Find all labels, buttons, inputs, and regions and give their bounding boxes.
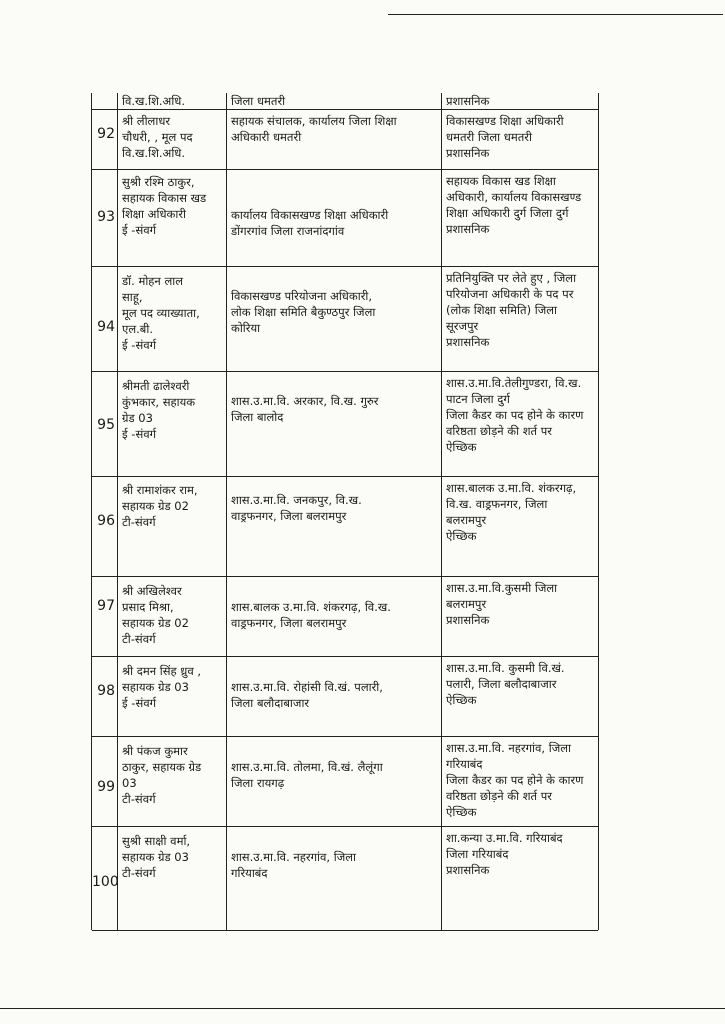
new-posting-cell — [446, 740, 596, 820]
cell-line: शास.उ.मा.वि. रोहांसी वि.खं. पलारी, — [231, 680, 383, 694]
cell-line: जिला कैडर का पद होने के कारण — [446, 408, 584, 422]
cell-line: एल.बी. — [122, 322, 154, 336]
cell-line: परियोजना अधिकारी के पद पर — [446, 287, 574, 301]
cell-line: डोंगरगांव जिला राजनांदगांव — [231, 224, 345, 238]
cell-line: ऐच्छिक — [446, 440, 477, 454]
cell-line: ऐच्छिक — [446, 805, 477, 819]
cell-line: सहायक संचालक, कार्यालय जिला शिक्षा — [231, 114, 397, 128]
top-rule — [388, 14, 723, 15]
cell-line: पलारी, जिला बलौदाबाजार — [446, 677, 557, 691]
cell-line: धमतरी जिला धमतरी — [446, 130, 532, 144]
cell-line: ई -संवर्ग — [122, 427, 157, 441]
cell-line: कार्यालय विकासखण्ड शिक्षा अधिकारी — [231, 208, 389, 222]
cell-line: शिक्षा अधिकारी — [122, 207, 187, 221]
current-posting-cell — [231, 207, 439, 239]
new-posting-cell — [446, 270, 596, 350]
cell-line: शास.उ.मा.वि. जनकपुर, वि.ख. — [231, 493, 362, 507]
table-row — [92, 656, 598, 736]
cell-line: शिक्षा अधिकारी दुर्ग जिला दुर्ग — [446, 206, 569, 220]
cell-line: वि.ख.शि.अधि. — [122, 146, 186, 160]
cell-line: (लोक शिक्षा समिति) जिला — [446, 303, 558, 317]
cell-line: श्रीमती ढालेश्वरी — [122, 379, 190, 393]
cell-line: विकासखण्ड शिक्षा अधिकारी — [446, 114, 564, 128]
employee-cell — [122, 663, 224, 711]
cell-line: जिला बालोद — [231, 410, 284, 424]
cell-line: प्रशासनिक — [446, 335, 490, 349]
current-posting-cell — [231, 393, 439, 425]
current-posting-cell — [231, 849, 439, 881]
table-row — [92, 826, 598, 930]
cell-line: ऐच्छिक — [446, 529, 477, 543]
current-posting-cell — [231, 288, 439, 336]
serial-number: 96 — [97, 513, 115, 529]
cell-line: टी-संवर्ग — [122, 866, 156, 880]
cell-line: शास.बालक उ.मा.वि. शंकरगढ़, — [446, 481, 577, 495]
new-posting-cell — [446, 580, 596, 628]
cell-line: कुंभकार, सहायक — [122, 395, 196, 409]
serial-number: 99 — [97, 779, 115, 795]
cell-line: जिला गरियाबंद — [446, 847, 509, 861]
cell-line: लोक शिक्षा समिति बैकुण्ठपुर जिला — [231, 305, 376, 319]
cell-line: सहायक ग्रेड 02 — [122, 616, 189, 630]
table-row — [92, 736, 598, 826]
serial-number: 94 — [97, 319, 115, 335]
cell-line: शास.उ.मा.वि.तेलीगुण्डरा, वि.ख. — [446, 376, 582, 390]
cell-line: मूल पद व्याख्याता, — [122, 306, 200, 320]
transfer-table — [91, 93, 599, 930]
cell-line: सहायक विकास खड शिक्षा — [446, 174, 556, 188]
new-posting-cell — [446, 660, 596, 708]
table-row — [92, 476, 598, 576]
cell-line: शास.उ.मा.वि. कुसमी वि.खं. — [446, 661, 565, 675]
table-row — [92, 109, 598, 169]
employee-cell — [122, 113, 224, 161]
cell-line: ई -संवर्ग — [122, 223, 157, 237]
continuation-new-posting: प्रशासनिक — [446, 94, 490, 108]
cell-line: सूरजपुर — [446, 319, 479, 333]
cell-line: श्री दमन सिंह ध्रुव , — [122, 664, 202, 678]
cell-line: श्री रामाशंकर राम, — [122, 483, 198, 497]
employee-cell — [122, 583, 224, 647]
cell-line: शास.उ.मा.वि.कुसमी जिला — [446, 581, 558, 595]
cell-line: शा.कन्या उ.मा.वि. गरियाबंद — [446, 831, 563, 845]
cell-line: सहायक ग्रेड 03 — [122, 680, 189, 694]
cell-line: सुश्री साक्षी वर्मा, — [122, 834, 191, 848]
cell-line: बलरामपुर — [446, 597, 487, 611]
cell-line: ई -संवर्ग — [122, 696, 157, 710]
current-posting-cell — [231, 113, 439, 145]
cell-line: श्री अखिलेश्वर — [122, 584, 182, 598]
cell-line: शास.बालक उ.मा.वि. शंकरगढ़, वि.ख. — [231, 600, 391, 614]
new-posting-cell — [446, 375, 596, 455]
serial-number: 93 — [97, 209, 115, 225]
cell-line: साहू, — [122, 290, 143, 304]
cell-line: वरिष्ठता छोड़ने की शर्त पर — [446, 789, 553, 803]
new-posting-cell — [446, 113, 596, 161]
table-row — [92, 576, 598, 656]
table-row — [92, 169, 598, 266]
cell-line: शास.उ.मा.वि. अरकार, वि.ख. गुरुर — [231, 394, 379, 408]
cell-line: जिला रायगढ़ — [231, 776, 285, 790]
cell-line: जिला कैडर का पद होने के कारण — [446, 773, 584, 787]
row-divider — [92, 930, 598, 931]
cell-line: कोरिया — [231, 321, 261, 335]
cell-line: ऐच्छिक — [446, 693, 477, 707]
cell-line: प्रशासनिक — [446, 222, 490, 236]
new-posting-cell — [446, 830, 596, 878]
employee-cell — [122, 482, 224, 530]
cell-line: टी-संवर्ग — [122, 632, 156, 646]
current-posting-cell — [231, 599, 439, 631]
bottom-rule — [0, 1008, 725, 1009]
cell-line: श्री पंकज कुमार — [122, 744, 188, 758]
employee-cell — [122, 378, 224, 442]
cell-line: वि.ख. वाड्रफनगर, जिला — [446, 497, 548, 511]
cell-line: गरियाबंद — [231, 866, 268, 880]
serial-number: 98 — [97, 683, 115, 699]
current-posting-cell — [231, 759, 439, 791]
new-posting-cell — [446, 480, 596, 544]
cell-line: सहायक ग्रेड 03 — [122, 850, 189, 864]
cell-line: अधिकारी, कार्यालय विकासखण्ड — [446, 190, 582, 204]
cell-line: प्रतिनियुक्ति पर लेते हुए , जिला — [446, 271, 577, 285]
new-posting-cell — [446, 173, 596, 237]
cell-line: गरियाबंद — [446, 757, 483, 771]
employee-cell — [122, 273, 224, 353]
cell-line: श्री लीलाधर — [122, 114, 171, 128]
continuation-employee: वि.ख.शि.अधि. — [122, 94, 186, 108]
cell-line: अधिकारी धमतरी — [231, 130, 302, 144]
cell-line: सहायक विकास खड — [122, 191, 207, 205]
cell-line: ग्रेड 03 — [122, 411, 153, 425]
cell-line: वाड्रफनगर, जिला बलरामपुर — [231, 509, 347, 523]
cell-line: सुश्री रश्मि ठाकुर, — [122, 175, 195, 189]
employee-cell — [122, 174, 224, 238]
cell-line: ठाकुर, सहायक ग्रेड — [122, 760, 202, 774]
cell-line: शास.उ.मा.वि. नहरगांव, जिला — [231, 850, 357, 864]
employee-cell — [122, 833, 224, 881]
cell-line: जिला बलौदाबाजार — [231, 696, 310, 710]
cell-line: प्रशासनिक — [446, 613, 490, 627]
serial-number: 100 — [92, 874, 119, 890]
cell-line: 03 — [122, 776, 137, 790]
cell-line: प्रशासनिक — [446, 863, 490, 877]
serial-number: 95 — [97, 417, 115, 433]
cell-line: ई -संवर्ग — [122, 338, 157, 352]
serial-number: 97 — [97, 598, 115, 614]
cell-line: टी-संवर्ग — [122, 515, 156, 529]
cell-line: पाटन जिला दुर्ग — [446, 392, 510, 406]
table-row — [92, 266, 598, 371]
cell-line: शास.उ.मा.वि. तोलमा, वि.खं. लैलूंगा — [231, 760, 383, 774]
current-posting-cell — [231, 679, 439, 711]
employee-cell — [122, 743, 224, 807]
cell-line: वाड्रफनगर, जिला बलरामपुर — [231, 616, 347, 630]
cell-line: डॉ. मोहन लाल — [122, 274, 184, 288]
cell-line: बलरामपुर — [446, 513, 487, 527]
cell-line: शास.उ.मा.वि. नहरगांव, जिला — [446, 741, 572, 755]
cell-line: टी-संवर्ग — [122, 792, 156, 806]
cell-line: प्रशासनिक — [446, 146, 490, 160]
serial-number: 92 — [97, 126, 115, 142]
cell-line: सहायक ग्रेड 02 — [122, 499, 189, 513]
continuation-current-posting: जिला धमतरी — [231, 94, 286, 108]
table-row — [92, 371, 598, 476]
cell-line: वरिष्ठता छोड़ने की शर्त पर — [446, 424, 553, 438]
current-posting-cell — [231, 492, 439, 524]
cell-line: चौधरी, , मूल पद — [122, 130, 193, 144]
cell-line: विकासखण्ड परियोजना अधिकारी, — [231, 289, 373, 303]
cell-line: प्रसाद मिश्रा, — [122, 600, 174, 614]
